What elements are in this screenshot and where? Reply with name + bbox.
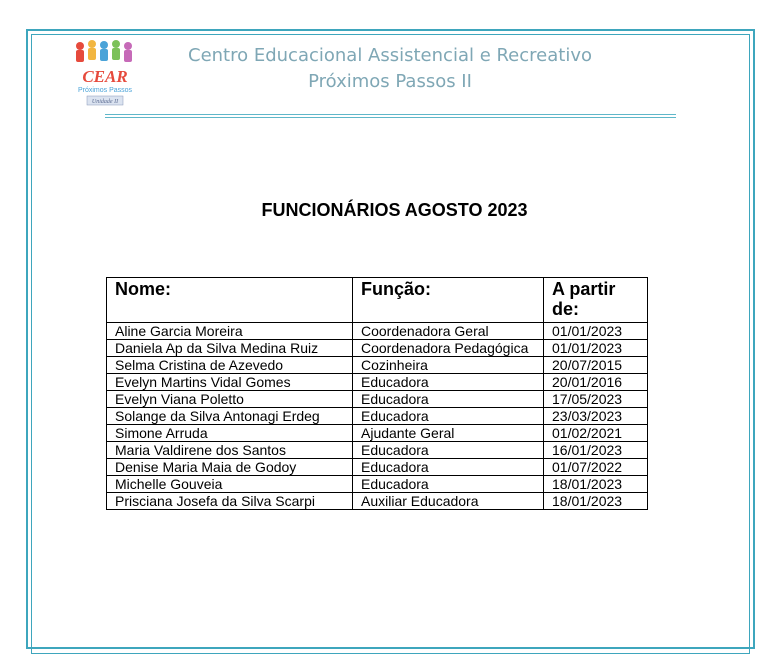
cell-name: Aline Garcia Moreira [107, 323, 353, 340]
column-header-start-date: A partir de: [544, 278, 648, 323]
logo-badge: Unidade II [91, 99, 119, 105]
cell-function: Educadora [353, 374, 544, 391]
cell-function: Cozinheira [353, 357, 544, 374]
cell-name: Michelle Gouveia [107, 476, 353, 493]
cell-start-date: 18/01/2023 [544, 476, 648, 493]
cell-name: Denise Maria Maia de Godoy [107, 459, 353, 476]
logo-text: CEAR [82, 67, 128, 86]
cell-function: Coordenadora Pedagógica [353, 340, 544, 357]
cell-start-date: 01/07/2022 [544, 459, 648, 476]
cell-name: Solange da Silva Antonagi Erdeg [107, 408, 353, 425]
table-row [107, 476, 648, 493]
header-rule [105, 117, 676, 118]
cell-start-date: 17/05/2023 [544, 391, 648, 408]
document-title: FUNCIONÁRIOS AGOSTO 2023 [261, 200, 528, 220]
cell-name: Prisciana Josefa da Silva Scarpi [107, 493, 353, 510]
cell-name: Evelyn Martins Vidal Gomes [107, 374, 353, 391]
cell-name: Maria Valdirene dos Santos [107, 442, 353, 459]
cell-name: Simone Arruda [107, 425, 353, 442]
cell-start-date: 16/01/2023 [544, 442, 648, 459]
cell-name: Daniela Ap da Silva Medina Ruiz [107, 340, 353, 357]
table-row [107, 391, 648, 408]
cell-start-date: 20/01/2016 [544, 374, 648, 391]
cell-function: Coordenadora Geral [353, 323, 544, 340]
table-row [107, 357, 648, 374]
table-row [107, 442, 648, 459]
institution-unit: Próximos Passos II [308, 71, 472, 92]
cell-function: Educadora [353, 442, 544, 459]
column-header-function: Função: [353, 278, 544, 323]
table-header-row [107, 278, 648, 323]
table-row [107, 493, 648, 510]
logo-subtext: Próximos Passos [77, 87, 133, 94]
cell-function: Educadora [353, 408, 544, 425]
table-row [107, 408, 648, 425]
header-rule [105, 114, 676, 115]
column-header-name: Nome: [107, 278, 353, 323]
institution-name: Centro Educacional Assistencial e Recreativo [188, 45, 592, 66]
cell-start-date: 01/02/2021 [544, 425, 648, 442]
cell-start-date: 18/01/2023 [544, 493, 648, 510]
table-row [107, 425, 648, 442]
cell-function: Educadora [353, 459, 544, 476]
cell-start-date: 23/03/2023 [544, 408, 648, 425]
children-icon [76, 40, 132, 62]
cell-name: Selma Cristina de Azevedo [107, 357, 353, 374]
staff-table [106, 277, 648, 510]
cell-function: Auxiliar Educadora [353, 493, 544, 510]
table-row [107, 340, 648, 357]
table-row [107, 459, 648, 476]
cell-function: Educadora [353, 391, 544, 408]
cell-function: Ajudante Geral [353, 425, 544, 442]
cell-start-date: 01/01/2023 [544, 323, 648, 340]
cear-logo [70, 38, 140, 108]
table-row [107, 374, 648, 391]
cell-start-date: 01/01/2023 [544, 340, 648, 357]
cell-function: Educadora [353, 476, 544, 493]
table-row [107, 323, 648, 340]
cell-start-date: 20/07/2015 [544, 357, 648, 374]
cell-name: Evelyn Viana Poletto [107, 391, 353, 408]
